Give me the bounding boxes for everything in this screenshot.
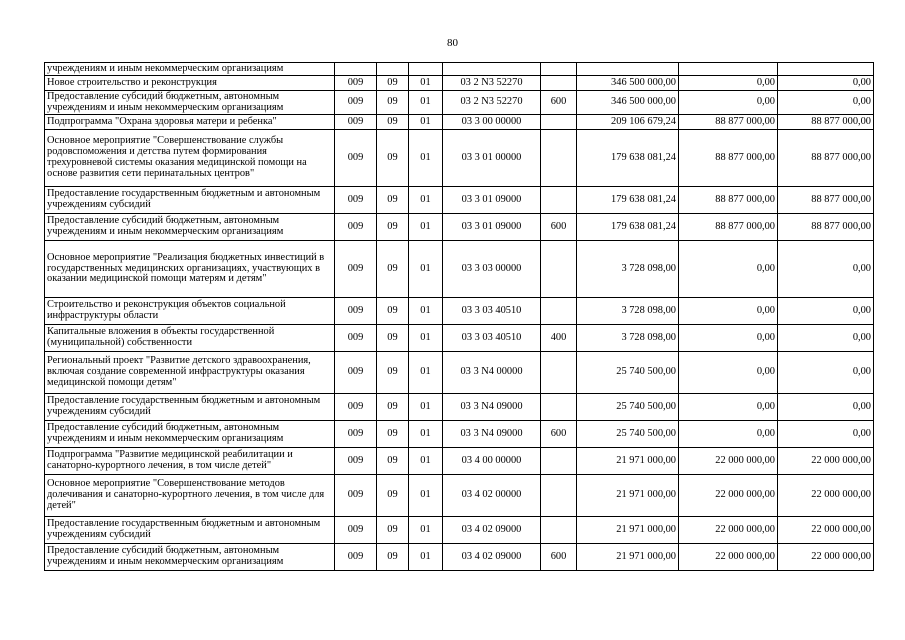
target-article-code: 03 3 N4 00000 [443, 352, 541, 394]
table-row [45, 91, 874, 115]
ministry-code: 009 [335, 544, 377, 571]
section-code: 09 [377, 325, 409, 352]
section-code: 09 [377, 298, 409, 325]
ministry-code: 009 [335, 91, 377, 115]
table-row [45, 130, 874, 187]
table-row [45, 298, 874, 325]
subsection-code: 01 [409, 544, 443, 571]
amount-year-2: 22 000 000,00 [679, 544, 778, 571]
table-row [45, 517, 874, 544]
expense-type-code [541, 475, 577, 517]
subsection-code: 01 [409, 475, 443, 517]
budget-item-name: Основное мероприятие "Совершенствование методов долечивания и санаторно-курортного лечения, в том числе для детей" [45, 475, 335, 517]
amount-year-2 [679, 63, 778, 76]
amount-year-3: 22 000 000,00 [778, 448, 874, 475]
expense-type-code [541, 130, 577, 187]
target-article-code: 03 2 N3 52270 [443, 91, 541, 115]
amount-year-2: 0,00 [679, 421, 778, 448]
budget-item-name: Предоставление государственным бюджетным и автономным учреждениям субсидий [45, 517, 335, 544]
section-code: 09 [377, 241, 409, 298]
expense-type-code [541, 394, 577, 421]
table-row [45, 394, 874, 421]
budget-item-name: учреждениям и иным некоммерческим организациям [45, 63, 335, 76]
expense-type-code [541, 76, 577, 91]
amount-year-1: 346 500 000,00 [577, 91, 679, 115]
amount-year-3: 0,00 [778, 91, 874, 115]
budget-item-name: Предоставление субсидий бюджетным, автономным учреждениям и иным некоммерческим организациям [45, 544, 335, 571]
target-article-code: 03 4 02 09000 [443, 517, 541, 544]
section-code: 09 [377, 76, 409, 91]
amount-year-2: 88 877 000,00 [679, 115, 778, 130]
budget-item-name: Предоставление субсидий бюджетным, автономным учреждениям и иным некоммерческим организациям [45, 91, 335, 115]
section-code: 09 [377, 475, 409, 517]
subsection-code: 01 [409, 325, 443, 352]
ministry-code: 009 [335, 475, 377, 517]
amount-year-3: 0,00 [778, 325, 874, 352]
budget-item-name: Основное мероприятие "Совершенствование службы родовспоможения и детства путем формирования трехуровневой системы оказания медицинской помощи на основе развития сети перинатальных центров" [45, 130, 335, 187]
subsection-code: 01 [409, 130, 443, 187]
amount-year-1: 3 728 098,00 [577, 241, 679, 298]
amount-year-1: 25 740 500,00 [577, 352, 679, 394]
ministry-code: 009 [335, 241, 377, 298]
amount-year-1: 21 971 000,00 [577, 517, 679, 544]
ministry-code [335, 63, 377, 76]
subsection-code: 01 [409, 421, 443, 448]
amount-year-2: 88 877 000,00 [679, 214, 778, 241]
table-row [45, 325, 874, 352]
section-code: 09 [377, 130, 409, 187]
subsection-code: 01 [409, 115, 443, 130]
budget-item-name: Подпрограмма "Охрана здоровья матери и ребенка" [45, 115, 335, 130]
table-row [45, 421, 874, 448]
table-row [45, 76, 874, 91]
ministry-code: 009 [335, 448, 377, 475]
amount-year-3: 88 877 000,00 [778, 187, 874, 214]
budget-item-name: Предоставление государственным бюджетным и автономным учреждениям субсидий [45, 187, 335, 214]
amount-year-3: 88 877 000,00 [778, 214, 874, 241]
ministry-code: 009 [335, 421, 377, 448]
budget-table [44, 62, 874, 571]
expense-type-code: 600 [541, 544, 577, 571]
expense-type-code [541, 241, 577, 298]
section-code: 09 [377, 352, 409, 394]
amount-year-2: 88 877 000,00 [679, 130, 778, 187]
ministry-code: 009 [335, 298, 377, 325]
expense-type-code [541, 448, 577, 475]
ministry-code: 009 [335, 76, 377, 91]
ministry-code: 009 [335, 394, 377, 421]
expense-type-code [541, 63, 577, 76]
table-row [45, 544, 874, 571]
subsection-code: 01 [409, 298, 443, 325]
subsection-code: 01 [409, 241, 443, 298]
subsection-code: 01 [409, 352, 443, 394]
target-article-code: 03 2 N3 52270 [443, 76, 541, 91]
section-code: 09 [377, 115, 409, 130]
budget-item-name: Предоставление государственным бюджетным и автономным учреждениям субсидий [45, 394, 335, 421]
budget-item-name: Предоставление субсидий бюджетным, автономным учреждениям и иным некоммерческим организациям [45, 421, 335, 448]
target-article-code: 03 3 01 09000 [443, 187, 541, 214]
amount-year-2: 22 000 000,00 [679, 517, 778, 544]
amount-year-1: 346 500 000,00 [577, 76, 679, 91]
table-row [45, 187, 874, 214]
budget-item-name: Новое строительство и реконструкция [45, 76, 335, 91]
budget-item-name: Подпрограмма "Развитие медицинской реабилитации и санаторно-курортного лечения, в том числе детей" [45, 448, 335, 475]
ministry-code: 009 [335, 115, 377, 130]
expense-type-code: 600 [541, 421, 577, 448]
subsection-code: 01 [409, 91, 443, 115]
section-code: 09 [377, 517, 409, 544]
amount-year-1: 25 740 500,00 [577, 421, 679, 448]
amount-year-2: 0,00 [679, 76, 778, 91]
amount-year-1: 209 106 679,24 [577, 115, 679, 130]
amount-year-3: 0,00 [778, 352, 874, 394]
budget-item-name: Строительство и реконструкция объектов социальной инфраструктуры области [45, 298, 335, 325]
amount-year-3: 88 877 000,00 [778, 130, 874, 187]
section-code: 09 [377, 544, 409, 571]
subsection-code: 01 [409, 448, 443, 475]
target-article-code: 03 3 03 00000 [443, 241, 541, 298]
amount-year-1: 21 971 000,00 [577, 544, 679, 571]
table-row [45, 475, 874, 517]
amount-year-1: 3 728 098,00 [577, 298, 679, 325]
expense-type-code [541, 517, 577, 544]
expense-type-code [541, 298, 577, 325]
subsection-code: 01 [409, 394, 443, 421]
target-article-code: 03 4 02 09000 [443, 544, 541, 571]
table-row [45, 63, 874, 76]
target-article-code: 03 3 01 00000 [443, 130, 541, 187]
amount-year-3: 0,00 [778, 76, 874, 91]
ministry-code: 009 [335, 325, 377, 352]
amount-year-3: 88 877 000,00 [778, 115, 874, 130]
section-code [377, 63, 409, 76]
amount-year-3: 22 000 000,00 [778, 475, 874, 517]
subsection-code: 01 [409, 187, 443, 214]
amount-year-1: 179 638 081,24 [577, 130, 679, 187]
expense-type-code [541, 352, 577, 394]
amount-year-1: 25 740 500,00 [577, 394, 679, 421]
section-code: 09 [377, 448, 409, 475]
target-article-code: 03 4 02 00000 [443, 475, 541, 517]
amount-year-3 [778, 63, 874, 76]
amount-year-3: 22 000 000,00 [778, 517, 874, 544]
amount-year-1: 179 638 081,24 [577, 214, 679, 241]
target-article-code: 03 3 03 40510 [443, 325, 541, 352]
table-row [45, 241, 874, 298]
target-article-code: 03 3 01 09000 [443, 214, 541, 241]
section-code: 09 [377, 214, 409, 241]
expense-type-code: 600 [541, 91, 577, 115]
ministry-code: 009 [335, 187, 377, 214]
ministry-code: 009 [335, 214, 377, 241]
target-article-code: 03 4 00 00000 [443, 448, 541, 475]
budget-item-name: Предоставление субсидий бюджетным, автономным учреждениям и иным некоммерческим организациям [45, 214, 335, 241]
amount-year-2: 22 000 000,00 [679, 475, 778, 517]
table-row [45, 352, 874, 394]
amount-year-2: 0,00 [679, 394, 778, 421]
target-article-code: 03 3 N4 09000 [443, 421, 541, 448]
ministry-code: 009 [335, 517, 377, 544]
amount-year-3: 0,00 [778, 394, 874, 421]
subsection-code: 01 [409, 214, 443, 241]
ministry-code: 009 [335, 352, 377, 394]
amount-year-1: 179 638 081,24 [577, 187, 679, 214]
table-row [45, 448, 874, 475]
amount-year-3: 0,00 [778, 298, 874, 325]
target-article-code: 03 3 00 00000 [443, 115, 541, 130]
section-code: 09 [377, 187, 409, 214]
target-article-code: 03 3 N4 09000 [443, 394, 541, 421]
amount-year-2: 0,00 [679, 352, 778, 394]
amount-year-2: 22 000 000,00 [679, 448, 778, 475]
section-code: 09 [377, 394, 409, 421]
amount-year-1 [577, 63, 679, 76]
table-body [45, 63, 874, 571]
subsection-code: 01 [409, 76, 443, 91]
expense-type-code [541, 115, 577, 130]
subsection-code [409, 63, 443, 76]
table-row [45, 115, 874, 130]
amount-year-2: 0,00 [679, 241, 778, 298]
expense-type-code: 400 [541, 325, 577, 352]
amount-year-1: 3 728 098,00 [577, 325, 679, 352]
amount-year-1: 21 971 000,00 [577, 475, 679, 517]
amount-year-2: 88 877 000,00 [679, 187, 778, 214]
page-number: 80 [447, 37, 458, 49]
expense-type-code: 600 [541, 214, 577, 241]
budget-item-name: Основное мероприятие "Реализация бюджетных инвестиций в государственных медицинских организациях, участвующих в оказании медицинской помощи матерям и детям" [45, 241, 335, 298]
amount-year-3: 0,00 [778, 421, 874, 448]
target-article-code: 03 3 03 40510 [443, 298, 541, 325]
amount-year-1: 21 971 000,00 [577, 448, 679, 475]
ministry-code: 009 [335, 130, 377, 187]
section-code: 09 [377, 91, 409, 115]
amount-year-2: 0,00 [679, 325, 778, 352]
target-article-code [443, 63, 541, 76]
section-code: 09 [377, 421, 409, 448]
budget-item-name: Капитальные вложения в объекты государственной (муниципальной) собственности [45, 325, 335, 352]
amount-year-2: 0,00 [679, 91, 778, 115]
expense-type-code [541, 187, 577, 214]
amount-year-3: 22 000 000,00 [778, 544, 874, 571]
table-row [45, 214, 874, 241]
subsection-code: 01 [409, 517, 443, 544]
amount-year-2: 0,00 [679, 298, 778, 325]
budget-item-name: Региональный проект "Развитие детского здравоохранения, включая создание современной инфраструктуры оказания медицинской помощи детям" [45, 352, 335, 394]
amount-year-3: 0,00 [778, 241, 874, 298]
